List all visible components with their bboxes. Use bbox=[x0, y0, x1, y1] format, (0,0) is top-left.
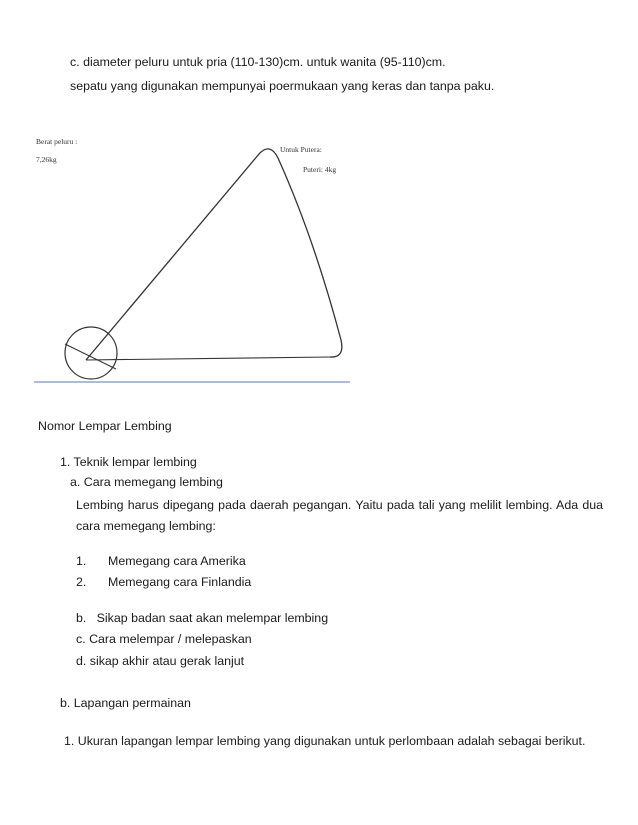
technique-heading: 1. Teknik lempar lembing bbox=[60, 455, 197, 469]
field-item: 1. Ukuran lapangan lempar lembing yang digunakan untuk perlombaan adalah sebagai berikut. bbox=[64, 734, 586, 748]
sector-base-line bbox=[86, 357, 330, 360]
sector-left-right-lines bbox=[86, 149, 342, 360]
step-b: b. Sikap badan saat akan melempar lembing bbox=[76, 611, 329, 625]
male-label: Untuk Putera: bbox=[280, 145, 322, 154]
grip-method-item bbox=[76, 553, 246, 569]
grip-method-item bbox=[76, 574, 251, 590]
field-heading: b. Lapangan permainan bbox=[60, 696, 191, 710]
grip-method-number: 1. bbox=[76, 554, 87, 568]
grip-method-label: Memegang cara Finlandia bbox=[108, 575, 252, 589]
weight-label: Berat peluru : bbox=[36, 137, 78, 146]
section-title: Nomor Lempar Lembing bbox=[38, 419, 172, 433]
grip-paragraph: Lembing harus dipegang pada daerah pegangan. Yaitu pada tali yang melilit lembing. Ada dua cara memegang lembing: bbox=[76, 498, 603, 533]
shot-put-sector-figure bbox=[34, 128, 354, 386]
grip-method-label: Memegang cara Amerika bbox=[108, 554, 246, 568]
circle-diameter-line bbox=[65, 344, 116, 369]
grip-method-number: 2. bbox=[76, 575, 87, 589]
throwing-circle bbox=[65, 327, 117, 379]
weight-value: 7,26kg bbox=[36, 155, 57, 164]
shoe-line: sepatu yang digunakan mempunyai poermukaan yang keras dan tanpa paku. bbox=[70, 79, 495, 93]
diameter-line: c. diameter peluru untuk pria (110-130)cm. untuk wanita (95-110)cm. bbox=[70, 55, 446, 69]
step-c: c. Cara melempar / melepaskan bbox=[76, 632, 252, 646]
step-d: d. sikap akhir atau gerak lanjut bbox=[76, 654, 245, 668]
female-label: Puteri: 4kg bbox=[303, 165, 337, 174]
grip-heading: a. Cara memegang lembing bbox=[70, 475, 223, 489]
